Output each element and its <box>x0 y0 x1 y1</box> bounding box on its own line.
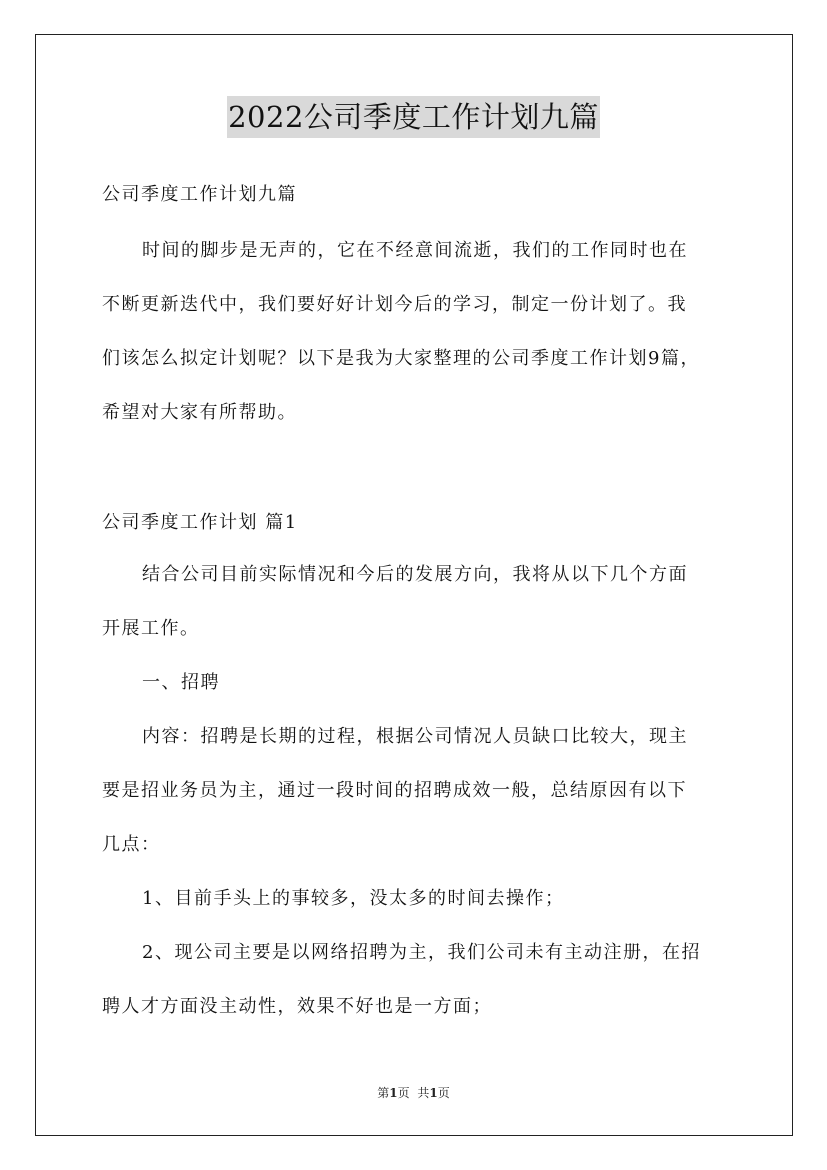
footer-page-prefix: 第 <box>377 1086 390 1100</box>
paragraph-line: 几点： <box>102 834 161 855</box>
paragraph-line: 要是招业务员为主，通过一段时间的招聘成效一般，总结原因有以下 <box>102 780 687 801</box>
paragraph-line: 不断更新迭代中，我们要好好计划今后的学习，制定一份计划了。我 <box>102 294 687 315</box>
paragraph-line: 2、现公司主要是以网络招聘为主，我们公司未有主动注册，在招 <box>142 942 701 963</box>
subheading: 一、招聘 <box>142 672 220 693</box>
paragraph-line: 们该怎么拟定计划呢？以下是我为大家整理的公司季度工作计划9篇， <box>102 348 700 369</box>
paragraph-line: 希望对大家有所帮助。 <box>102 402 297 423</box>
section-heading: 公司季度工作计划 篇1 <box>102 512 298 533</box>
page-footer <box>0 1084 827 1101</box>
footer-total-pages: 1 <box>429 1086 438 1100</box>
paragraph-line: 时间的脚步是无声的，它在不经意间流逝，我们的工作同时也在 <box>142 240 688 261</box>
paragraph-line: 开展工作。 <box>102 618 200 639</box>
title-container <box>0 96 827 138</box>
paragraph-line: 内容：招聘是长期的过程，根据公司情况人员缺口比较大，现主 <box>142 726 688 747</box>
footer-total-suffix: 页 <box>437 1086 450 1100</box>
footer-total-prefix: 共 <box>417 1086 430 1100</box>
paragraph-line: 1、目前手头上的事较多，没太多的时间去操作； <box>142 888 565 909</box>
document-title: 2022公司季度工作计划九篇 <box>227 96 600 138</box>
paragraph-line: 结合公司目前实际情况和今后的发展方向，我将从以下几个方面 <box>142 564 688 585</box>
footer-page-number: 1 <box>389 1086 398 1100</box>
paragraph-line: 公司季度工作计划九篇 <box>102 184 297 205</box>
footer-page-suffix: 页 <box>397 1086 410 1100</box>
paragraph-line: 聘人才方面没主动性，效果不好也是一方面； <box>102 996 492 1017</box>
